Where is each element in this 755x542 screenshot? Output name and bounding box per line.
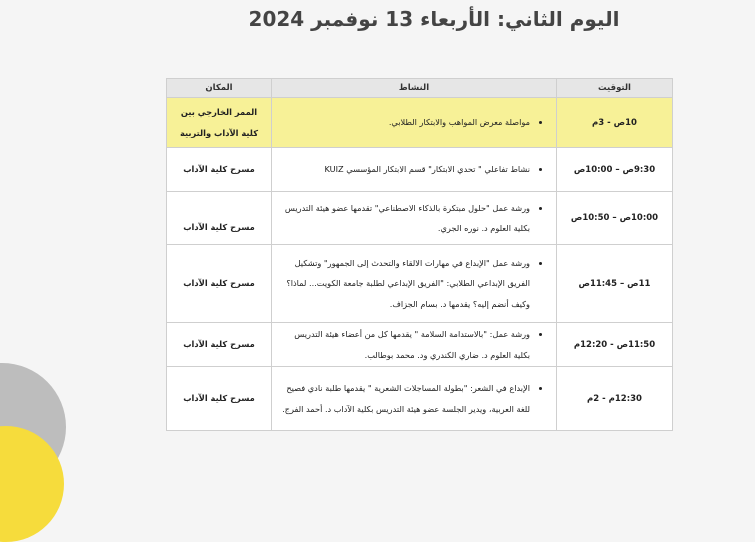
- table-row: [167, 98, 673, 148]
- row-place: مسرح كلية الآداب: [167, 367, 272, 431]
- row-place: مسرح كلية الآداب: [167, 148, 272, 192]
- table-header-row: [167, 79, 673, 98]
- row-time: 9:30ص – 10:00ص: [557, 148, 673, 192]
- row-place: مسرح كلية الآداب: [167, 192, 272, 245]
- row-activity: [272, 148, 557, 192]
- row-time: 11ص – 11:45ص: [557, 245, 673, 323]
- table-row: [167, 367, 673, 431]
- row-activity: [272, 98, 557, 148]
- header-time: التوقيت: [557, 79, 673, 98]
- table-row: [167, 148, 673, 192]
- row-activity: [272, 367, 557, 431]
- schedule-table: [166, 78, 673, 431]
- row-time: 12:30م - 2م: [557, 367, 673, 431]
- row-activity: [272, 192, 557, 245]
- activity-text: • الإبداع في الشعر: "بطولة المساجلات الشعرية " يقدمها طلبة نادي فصيح للغة العربية، ويدير الجلسة عضو هيئة التدريس بكلية الآداب د. أحمد الفرج.: [278, 378, 530, 418]
- row-activity: [272, 323, 557, 367]
- page-title: اليوم الثاني: الأربعاء 13 نوفمبر 2024: [248, 7, 620, 31]
- activity-text: • ورشة عمل: "بالاستدامة السلامة " يقدمها كل من أعضاء هيئة التدريس بكلية العلوم د. ضاري الكندري ود. محمد بوطالب.: [278, 324, 530, 364]
- table-row: [167, 323, 673, 367]
- row-place: مسرح كلية الآداب: [167, 323, 272, 367]
- row-time: 10:00ص – 10:50ص: [557, 192, 673, 245]
- activity-text: • ورشة عمل "حلول مبتكرة بالذكاء الاصطناعي" تقدمها عضو هيئة التدريس بكلية العلوم د. نوره الجري.: [278, 198, 530, 238]
- row-time: 11:50ص - 12:20م: [557, 323, 673, 367]
- row-time: 10ص - 3م: [557, 98, 673, 148]
- row-activity: [272, 245, 557, 323]
- activity-text: • ورشة عمل "الإبداع في مهارات الالقاء والتحدث إلى الجمهور" وتشكيل الفريق الإبداعي الطلابي: "الفريق الإبداعي لطلبة جامعة الكويت... لماذا؟ وكيف أنضم إليه؟ يقدمها د. بسام الجزاف.: [278, 253, 530, 313]
- activity-text: • نشاط تفاعلي " تحدي الابتكار" قسم الابتكار المؤسسي KUIZ: [278, 159, 530, 179]
- table-row: [167, 192, 673, 245]
- row-place: مسرح كلية الآداب: [167, 245, 272, 323]
- header-place: المكان: [167, 79, 272, 98]
- row-place: الممر الخارجي بين كلية الآداب والتربية: [167, 98, 272, 148]
- activity-text: • مواصلة معرض المواهب والابتكار الطلابي.: [278, 112, 530, 132]
- header-activity: النشاط: [272, 79, 557, 98]
- table-row: [167, 245, 673, 323]
